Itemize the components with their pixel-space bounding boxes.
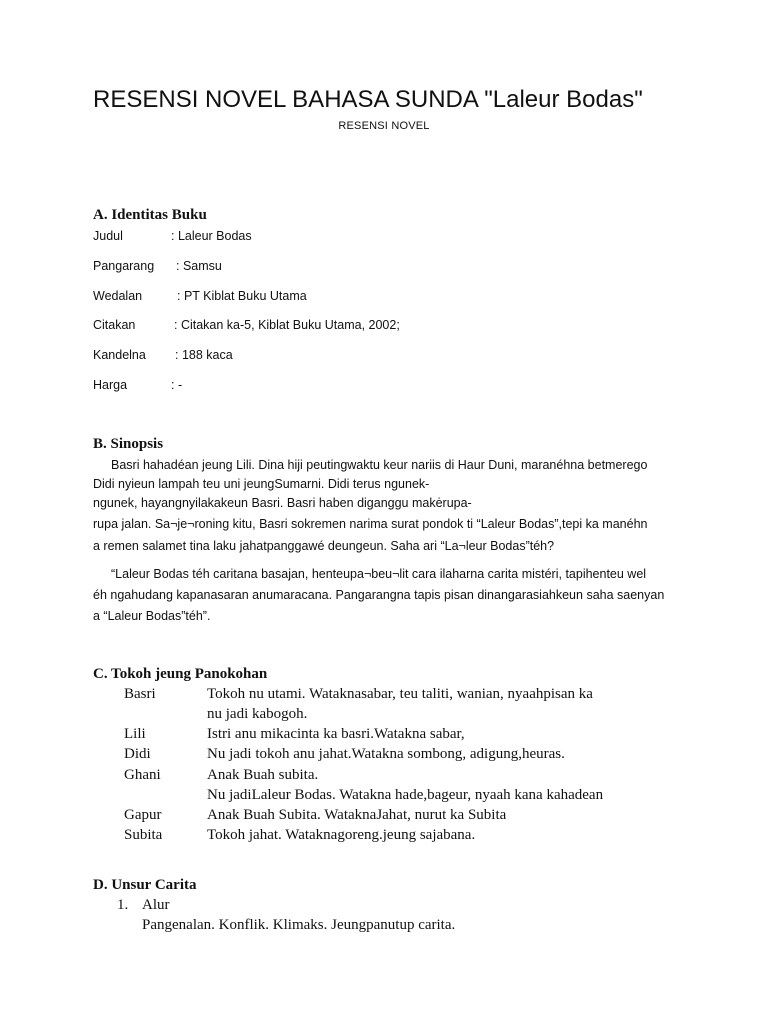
identity-value: : Samsu: [176, 259, 222, 273]
character-description: Nu jadi tokoh anu jahat.Watakna sombong, adigung,heuras.: [207, 746, 565, 762]
section-d-heading: D. Unsur Carita: [93, 877, 197, 893]
synopsis-line: “Laleur Bodas téh caritana basajan, henteupa¬beu¬lit cara ilaharna carita mistéri, tapihenteu wel: [111, 567, 647, 581]
character-description: Nu jadiLaleur Bodas. Watakna hade,bageur, nyaah kana kahadean: [207, 787, 604, 803]
synopsis-line: Basri hahadéan jeung Lili. Dina hiji peutingwaktu keur nariis di Haur Duni, maranéhna betmerego: [111, 458, 648, 472]
synopsis-line: a “Laleur Bodas”téh”.: [93, 609, 211, 623]
identity-value: : -: [171, 378, 183, 392]
character-description: Istri anu mikacinta ka basri.Watakna sabar,: [207, 726, 465, 742]
character-name: Ghani: [124, 767, 161, 783]
identity-value: : PT Kiblat Buku Utama: [177, 289, 307, 303]
document-title: RESENSI NOVEL BAHASA SUNDA "Laleur Bodas": [93, 86, 643, 113]
section-c-heading: C. Tokoh jeung Panokohan: [93, 666, 268, 682]
list-item-label: Alur: [142, 897, 170, 913]
identity-label: Harga: [93, 378, 128, 392]
character-name: Basri: [124, 686, 156, 702]
character-description: Tokoh nu utami. Wataknasabar, teu taliti, wanian, nyaahpisan ka: [207, 686, 593, 702]
section-b-heading: B. Sinopsis: [93, 436, 164, 452]
character-description: Tokoh jahat. Wataknagoreng.jeung sajabana.: [207, 827, 476, 843]
character-description: Anak Buah Subita. WataknaJahat, nurut ka Subita: [207, 807, 507, 823]
synopsis-line: Didi nyieun lampah teu uni jeungSumarni. Didi terus ngunek-: [93, 477, 430, 491]
identity-label: Citakan: [93, 318, 136, 332]
identity-label: Pangarang: [93, 259, 155, 273]
character-name: Subita: [124, 827, 163, 843]
identity-value: : Laleur Bodas: [171, 229, 252, 243]
identity-label: Kandelna: [93, 348, 146, 362]
identity-value: : 188 kaca: [175, 348, 233, 362]
character-name: Lili: [124, 726, 146, 742]
synopsis-line: a remen salamet tina laku jahatpanggawé deungeun. Saha ari “La¬leur Bodas”téh?: [93, 539, 555, 553]
identity-label: Wedalan: [93, 289, 143, 303]
synopsis-line: rupa jalan. Sa¬je¬roning kitu, Basri sokremen narima surat pondok ti “Laleur Bodas”,tepi ka manéhn: [93, 517, 648, 531]
character-description: Anak Buah subita.: [207, 767, 319, 783]
list-item-number: 1.: [117, 897, 129, 913]
identity-value: : Citakan ka-5, Kiblat Buku Utama, 2002;: [174, 318, 400, 332]
list-item-text: Pangenalan. Konflik. Klimaks. Jeungpanutup carita.: [142, 917, 456, 933]
synopsis-line: éh ngahudang kapanasaran anumaracana. Pangarangna tapis pisan dinangarasiahkeun saha saenyan: [93, 588, 665, 602]
synopsis-line: ngunek, hayangnyilakakeun Basri. Basri haben diganggu makėrupa-: [93, 496, 472, 510]
character-description: nu jadi kabogoh.: [207, 706, 308, 722]
identity-label: Judul: [93, 229, 123, 243]
character-name: Didi: [124, 746, 151, 762]
section-a-heading: A. Identitas Buku: [93, 207, 207, 223]
character-name: Gapur: [124, 807, 162, 823]
document-subtitle: RESENSI NOVEL: [338, 120, 430, 132]
